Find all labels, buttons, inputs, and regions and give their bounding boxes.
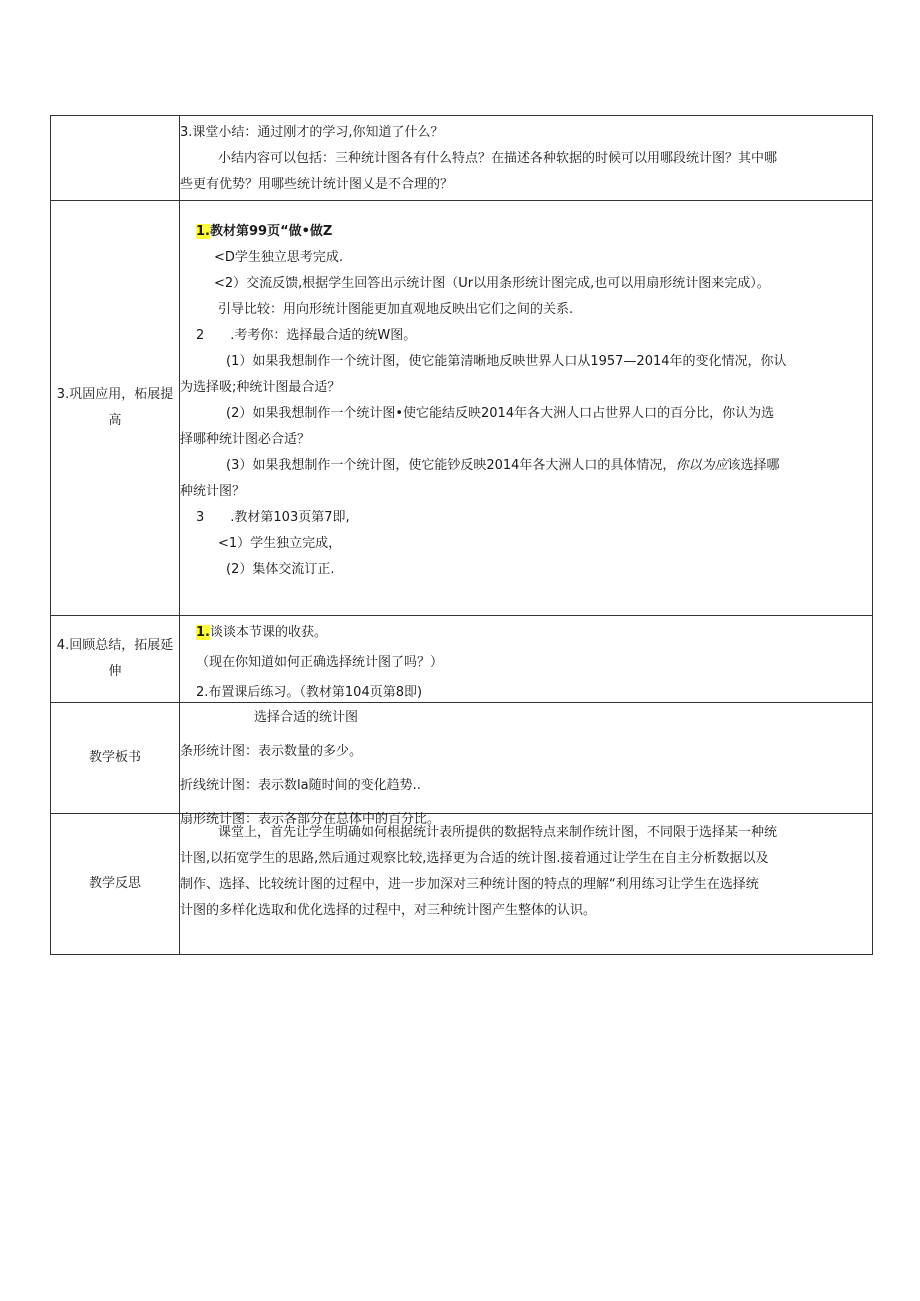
consolidate-line: (2）如果我想制作一个统计图•使它能结反映2014年各大洲人口占世界人口的百分比，你认为选 <box>226 406 775 421</box>
row-summary <box>51 116 873 201</box>
row-summary-label <box>51 116 180 201</box>
summary-line: 3.课堂小结：通过刚才的学习,你知道了什么？ <box>180 125 444 140</box>
highlight-mark: 1. <box>196 625 210 640</box>
reflection-line: 制作、选择、比较统计图的过程中，进一步加深对三种统计图的特点的理解“利用练习让学生在选择统 <box>180 877 759 892</box>
row-consolidate-label: 3.巩固应用，柘展提高 <box>51 201 180 616</box>
consolidate-line: 引导比较：用向形统计图能更加直观地反映出它们之间的关系. <box>218 302 574 317</box>
row-summary-content <box>180 116 873 201</box>
reflection-line: 计图,以拓宽学生的思路,然后通过观察比较,选择更为合适的统计图.接着通过让学生在自主分析数据以及 <box>180 851 769 866</box>
review-line: 2.布置课后练习。（教材第104页第8即) <box>196 685 423 700</box>
row-reflection-label: 教学反思 <box>51 814 180 955</box>
consolidate-line: 为选择吸;种统计图最合适？ <box>180 380 341 395</box>
row-board-content <box>180 703 873 827</box>
lesson-plan-table <box>50 115 873 955</box>
row-board-label: 教学板书 <box>51 703 180 814</box>
board-line: 折线统计图：表示数la随时间的变化趋势.. <box>180 778 421 793</box>
row-consolidate-content <box>180 201 873 616</box>
consolidate-line: 种统计图？ <box>180 484 246 499</box>
review-line: 1.谈谈本节课的收获。 <box>196 625 327 640</box>
consolidate-line: 3 .教材第103页第7即, <box>196 510 350 525</box>
reflection-line: 课堂上，首先让学生明确如何根据统计表所提供的数据特点来制作统计图，不同限于选择某一种统 <box>218 825 778 840</box>
row-reflection-content <box>180 814 873 955</box>
consolidate-line: 2 .考考你：选择最合适的统W图。 <box>196 328 417 343</box>
row-board <box>51 703 873 814</box>
row-review <box>51 616 873 703</box>
consolidate-line: (3）如果我想制作一个统计图，使它能钞反映2014年各大洲人口的具体情况，你以为应该选择哪 <box>226 458 780 473</box>
row-review-label: 4.回顾总结，拓展延伸 <box>51 616 180 703</box>
consolidate-line: (2）集体交流订正. <box>226 562 335 577</box>
board-line: 扇形统计图：表示各部分在总体中的百分比。 <box>180 812 441 827</box>
consolidate-line: <1）学生独立完成， <box>218 536 342 551</box>
board-title: 选择合适的统计图 <box>254 710 359 725</box>
summary-line: 些更有优势？用哪些统计统计图乂是不合理的？ <box>180 177 454 192</box>
summary-line: 小结内容可以包括：三种统计图各有什么特点？在描述各种软据的时候可以用哪段统计图？其中哪 <box>218 151 778 166</box>
board-line: 条形统计图：表示数量的多少。 <box>180 744 363 759</box>
row-review-content <box>180 616 873 703</box>
review-line: （现在你知道如何正确选择统计图了吗？） <box>196 655 444 670</box>
reflection-line: 计图的多样化选取和优化选择的过程中，对三种统计图产生整体的认识。 <box>180 903 597 918</box>
consolidate-line: (1）如果我想制作一个统计图，使它能第清晰地反映世界人口从1957—2014年的变化情况，你认 <box>226 354 787 369</box>
highlight-mark: 1. <box>196 224 210 239</box>
consolidate-line: 择哪种统计图必合适？ <box>180 432 311 447</box>
consolidate-line: 1.教材第99页“做•做Z <box>196 224 333 239</box>
consolidate-line: <D学生独立思考完成. <box>214 250 344 265</box>
row-reflection <box>51 814 873 955</box>
row-consolidate <box>51 201 873 616</box>
consolidate-line: <2）交流反馈,根据学生回答出示统计图（Ur以用条形统计图完成,也可以用扇形统计图来完成）。 <box>214 276 770 291</box>
